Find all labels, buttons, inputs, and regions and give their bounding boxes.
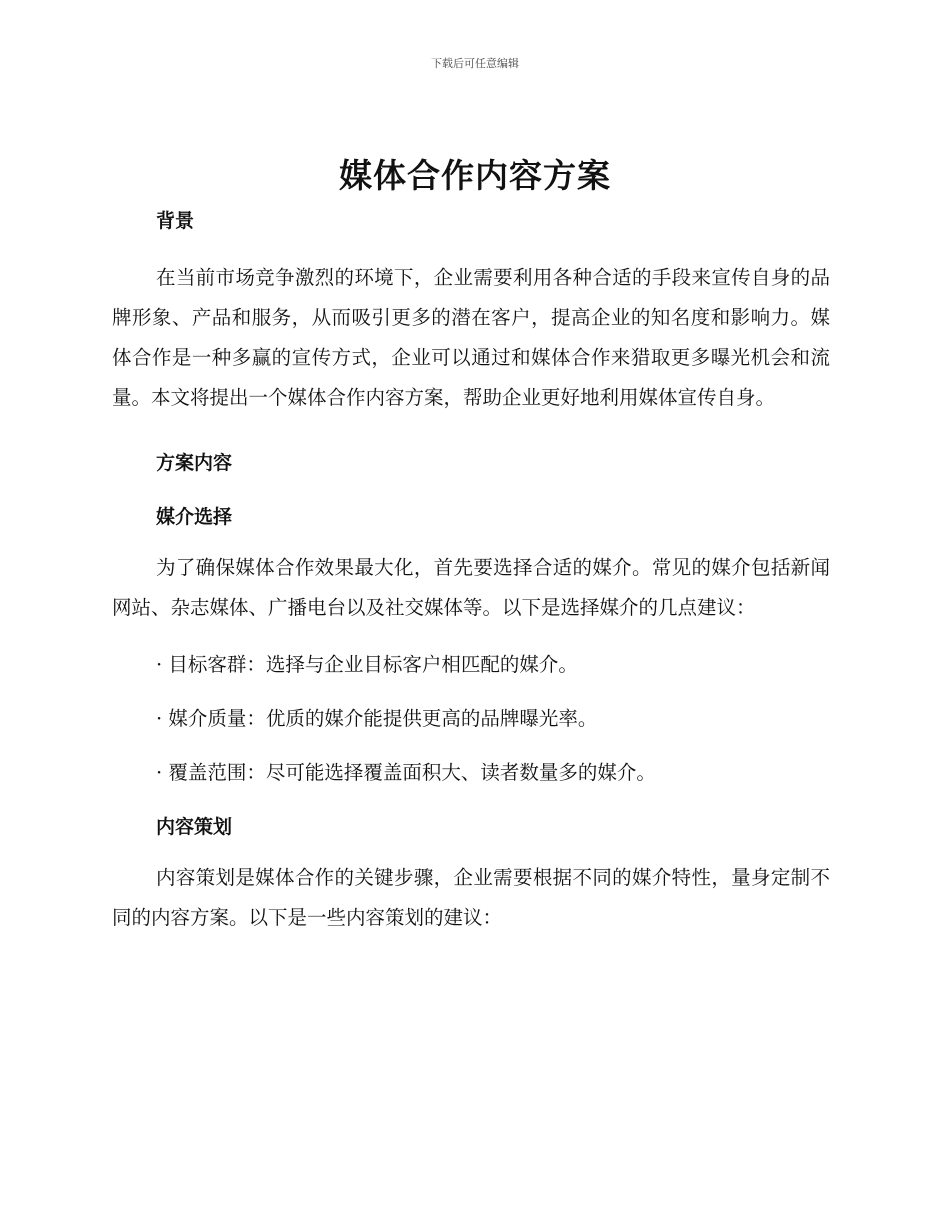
content-planning-paragraph: 内容策划是媒体合作的关键步骤，企业需要根据不同的媒介特性，量身定制不同的内容方案。以下是一些内容策划的建议：: [112, 866, 830, 929]
section-heading-background: 背景: [156, 210, 195, 232]
background-paragraph: 在当前市场竞争激烈的环境下，企业需要利用各种合适的手段来宣传自身的品牌形象、产品和服务，从而吸引更多的潜在客户，提高企业的知名度和影响力。媒体合作是一种多赢的宣传方式，企业可以通过和媒体合作来猎取更多曝光机会和流量。本文将提出一个媒体合作内容方案，帮助企业更好地利用媒体宣传自身。: [112, 266, 830, 409]
list-item: · 目标客群：选择与企业目标客户相匹配的媒介。: [156, 653, 578, 676]
section-heading-plan: 方案内容: [156, 452, 233, 474]
section-heading-content-planning: 内容策划: [156, 816, 233, 838]
media-selection-paragraph: 为了确保媒体合作效果最大化，首先要选择合适的媒介。常见的媒介包括新闻网站、杂志媒体、广播电台以及社交媒体等。以下是选择媒介的几点建议：: [112, 556, 830, 619]
document-title: 媒体合作内容方案: [339, 156, 611, 195]
page-header-note: 下载后可任意编辑: [431, 57, 519, 70]
section-heading-media-selection: 媒介选择: [156, 506, 233, 528]
list-item: · 覆盖范围：尽可能选择覆盖面积大、读者数量多的媒介。: [156, 761, 656, 784]
document-body: [112, 204, 830, 938]
list-item: · 媒介质量：优质的媒介能提供更高的品牌曝光率。: [156, 707, 598, 730]
